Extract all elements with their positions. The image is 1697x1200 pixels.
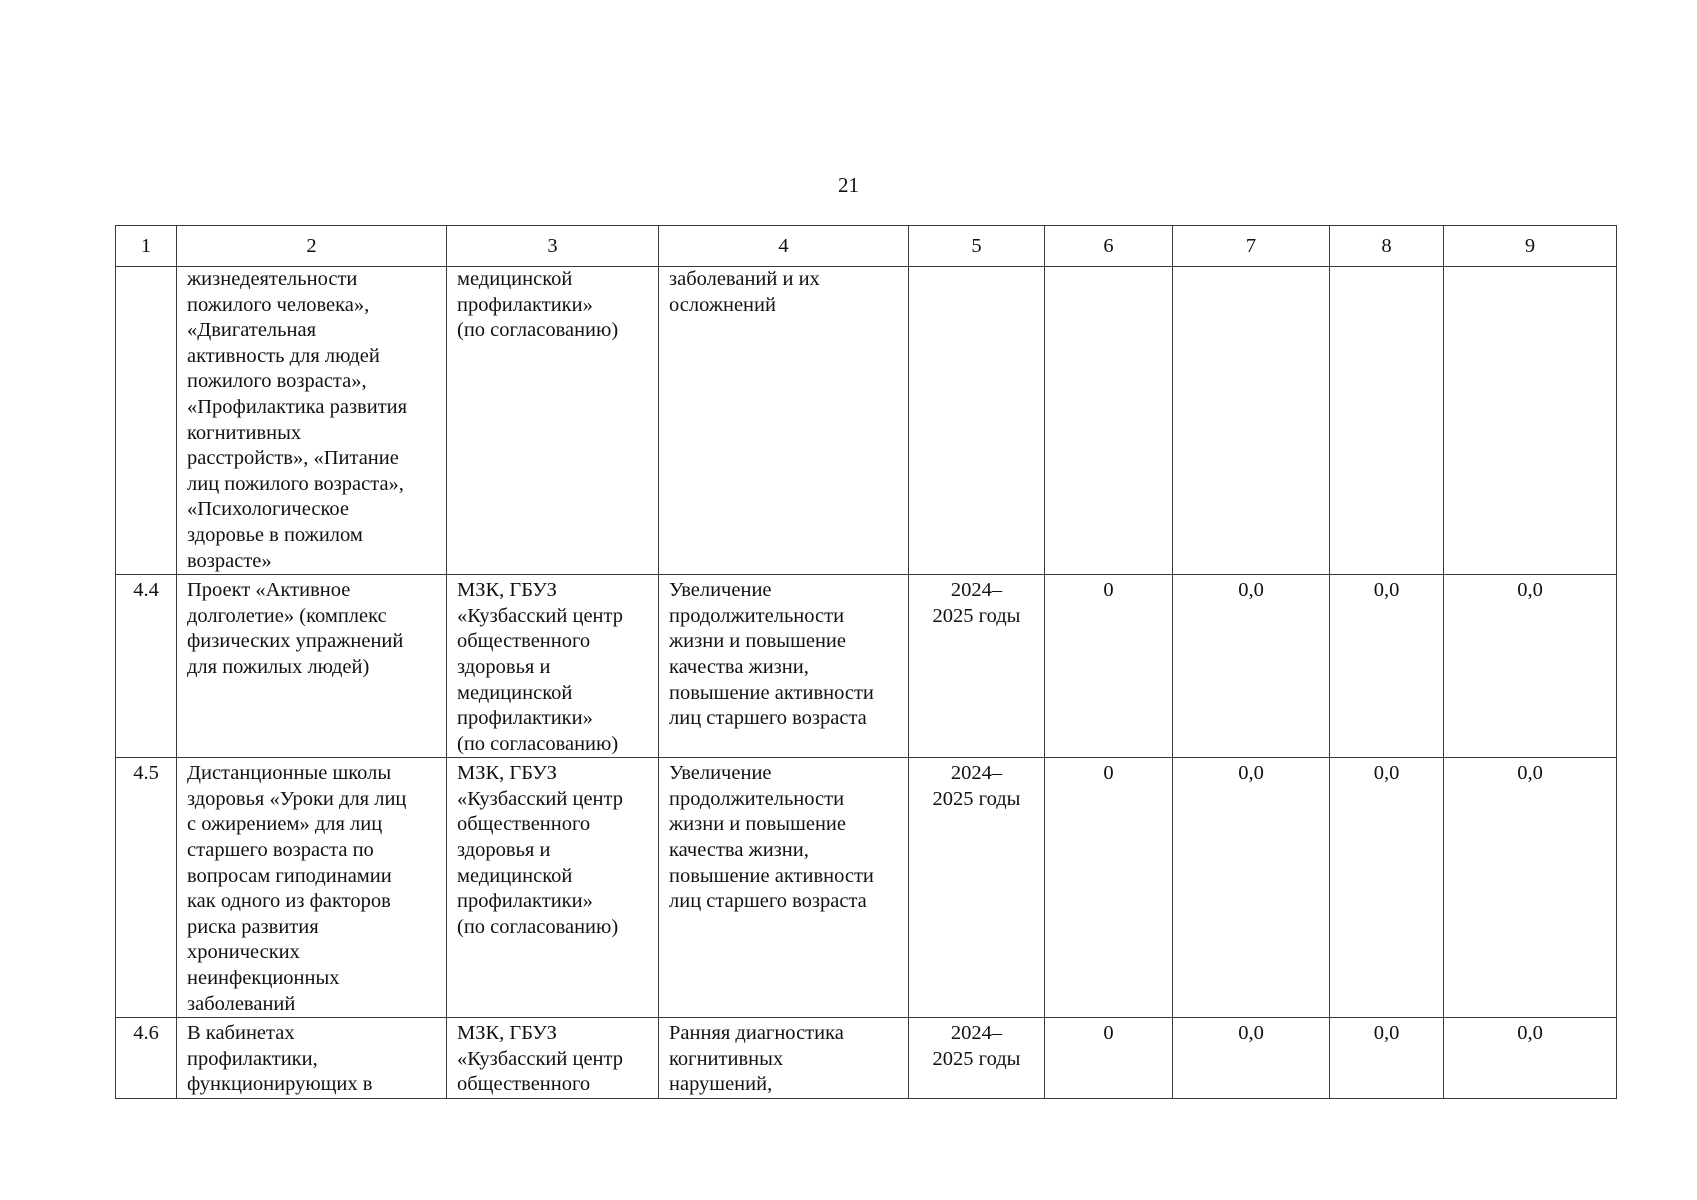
value-cell-col8: 0,0	[1330, 758, 1444, 1018]
period-cell: 2024– 2025 годы	[909, 1018, 1045, 1099]
value-cell-col9	[1444, 267, 1617, 575]
table-row-4-5	[116, 758, 1617, 1018]
table-row-4-6	[116, 1018, 1617, 1099]
expected-result-cell: Увеличение продолжительности жизни и повышение качества жизни, повышение активности лиц старшего возраста	[659, 575, 909, 758]
value-cell-col9: 0,0	[1444, 758, 1617, 1018]
column-header: 5	[909, 226, 1045, 267]
column-header: 9	[1444, 226, 1617, 267]
expected-result-cell: Увеличение продолжительности жизни и повышение качества жизни, повышение активности лиц старшего возраста	[659, 758, 909, 1018]
value-cell-col9: 0,0	[1444, 575, 1617, 758]
value-cell-col6	[1045, 267, 1173, 575]
value-cell-col6: 0	[1045, 1018, 1173, 1099]
value-cell-col6: 0	[1045, 575, 1173, 758]
period-cell: 2024– 2025 годы	[909, 575, 1045, 758]
page-number: 21	[838, 173, 859, 197]
expected-result-cell: Ранняя диагностика когнитивных нарушений,	[659, 1018, 909, 1099]
period-cell	[909, 267, 1045, 575]
column-header: 1	[116, 226, 177, 267]
executor-cell: медицинской профилактики» (по согласованию)	[447, 267, 659, 575]
event-name-cell: Проект «Активное долголетие» (комплекс физических упражнений для пожилых людей)	[177, 575, 447, 758]
plan-table	[115, 225, 1617, 1099]
value-cell-col8: 0,0	[1330, 575, 1444, 758]
column-number-header-row	[116, 226, 1617, 267]
executor-cell: МЗК, ГБУЗ «Кузбасский центр общественного здоровья и медицинской профилактики» (по согласованию)	[447, 758, 659, 1018]
value-cell-col7: 0,0	[1173, 575, 1330, 758]
executor-cell: МЗК, ГБУЗ «Кузбасский центр общественного здоровья и медицинской профилактики» (по согласованию)	[447, 575, 659, 758]
column-header: 4	[659, 226, 909, 267]
event-name-cell: жизнедеятельности пожилого человека», «Двигательная активность для людей пожилого возраста», «Профилактика развития когнитивных расстройств», «Питание лиц пожилого возраста», «Психологическое здоровье в пожилом возрасте»	[177, 267, 447, 575]
row-number-cell	[116, 267, 177, 575]
row-number-cell: 4.4	[116, 575, 177, 758]
value-cell-col6: 0	[1045, 758, 1173, 1018]
column-header: 7	[1173, 226, 1330, 267]
expected-result-cell: заболеваний и их осложнений	[659, 267, 909, 575]
column-header: 3	[447, 226, 659, 267]
column-header: 2	[177, 226, 447, 267]
period-cell: 2024– 2025 годы	[909, 758, 1045, 1018]
column-header: 8	[1330, 226, 1444, 267]
value-cell-col8: 0,0	[1330, 1018, 1444, 1099]
executor-cell: МЗК, ГБУЗ «Кузбасский центр общественного	[447, 1018, 659, 1099]
column-header: 6	[1045, 226, 1173, 267]
event-name-cell: Дистанционные школы здоровья «Уроки для лиц с ожирением» для лиц старшего возраста по вопросам гиподинамии как одного из факторов риска развития хронических неинфекционных заболеваний	[177, 758, 447, 1018]
value-cell-col7: 0,0	[1173, 1018, 1330, 1099]
value-cell-col7: 0,0	[1173, 758, 1330, 1018]
row-number-cell: 4.6	[116, 1018, 177, 1099]
value-cell-col9: 0,0	[1444, 1018, 1617, 1099]
table-row-continued	[116, 267, 1617, 575]
table-row-4-4	[116, 575, 1617, 758]
event-name-cell: В кабинетах профилактики, функционирующих в	[177, 1018, 447, 1099]
value-cell-col8	[1330, 267, 1444, 575]
value-cell-col7	[1173, 267, 1330, 575]
row-number-cell: 4.5	[116, 758, 177, 1018]
